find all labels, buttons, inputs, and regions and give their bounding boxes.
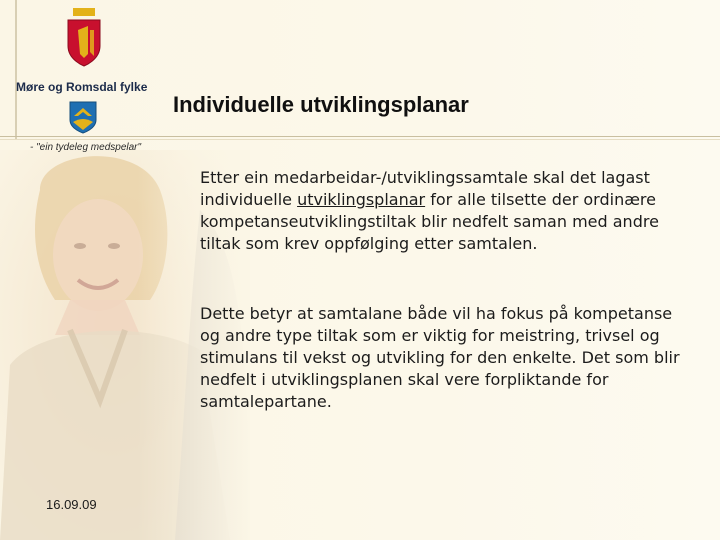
paragraph-1-end: for alle tilsette der ordinære kompetanseutviklingstiltak blir nedfelt saman med andre tiltak som krev oppfølging etter samtalen.: [200, 190, 659, 253]
county-coat-of-arms-icon: [68, 100, 98, 134]
logo-block: [10, 0, 170, 140]
header-rule: [0, 136, 720, 137]
footer-date: 16.09.09: [46, 497, 97, 512]
paragraph-2: Dette betyr at samtalane både vil ha fokus på kompetanse og andre type tiltak som er viktig for meistring, trivsel og stimulans til vekst og utvikling for den enkelte. Det som blir nedfelt i utviklingsplanen skal vere forpliktande for samtalepartane.: [200, 304, 680, 411]
norway-coat-of-arms-icon: [64, 8, 104, 68]
logo-divider: [15, 0, 17, 140]
page-title: Individuelle utviklingsplanar: [173, 92, 469, 117]
utviklingsplanar-link[interactable]: utviklingsplanar: [297, 190, 426, 209]
paragraph-1-start: Etter ein medarbeidar-/utviklingssamtale skal det lagast individuelle: [200, 168, 650, 209]
org-name: Møre og Romsdal fylke: [16, 80, 148, 94]
header-rule-secondary: [0, 139, 720, 140]
paragraph-1: [200, 167, 690, 255]
tagline: - "ein tydeleg medspelar": [30, 142, 142, 153]
